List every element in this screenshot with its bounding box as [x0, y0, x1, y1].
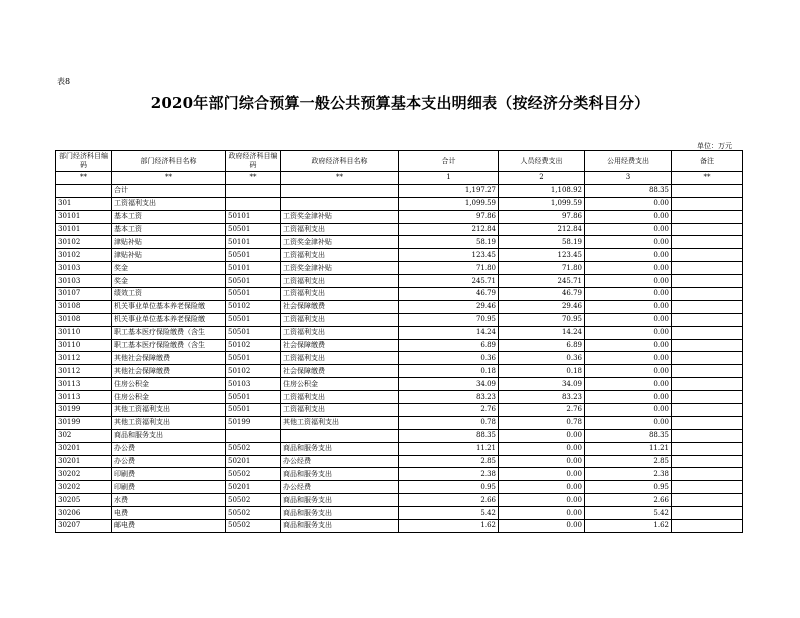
public-cell: 0.00: [585, 391, 672, 404]
dept-code-cell: 30107: [56, 288, 112, 301]
column-header: 备注: [672, 151, 743, 172]
gov-code-cell: [226, 197, 281, 210]
index-cell: 1: [399, 172, 499, 185]
gov-code-cell: 50199: [226, 416, 281, 429]
public-cell: 2.85: [585, 455, 672, 468]
personnel-cell: 0.18: [499, 365, 585, 378]
header-row: [56, 151, 743, 172]
index-cell: 3: [585, 172, 672, 185]
total-cell: 11.21: [399, 442, 499, 455]
dept-code-cell: [56, 184, 112, 197]
remark-cell: [672, 520, 743, 533]
dept-name-cell: 其他社会保障缴费: [112, 352, 226, 365]
gov-code-cell: 50101: [226, 236, 281, 249]
gov-name-cell: 工资福利支出: [281, 391, 399, 404]
gov-name-cell: [281, 184, 399, 197]
dept-name-cell: 其他工资福利支出: [112, 404, 226, 417]
total-cell: 0.78: [399, 416, 499, 429]
dept-name-cell: 奖金: [112, 275, 226, 288]
remark-cell: [672, 249, 743, 262]
total-cell: 2.76: [399, 404, 499, 417]
dept-name-cell: 机关事业单位基本养老保险缴: [112, 300, 226, 313]
gov-name-cell: 工资奖金津补贴: [281, 210, 399, 223]
gov-name-cell: 工资奖金津补贴: [281, 262, 399, 275]
total-cell: 29.46: [399, 300, 499, 313]
remark-cell: [672, 365, 743, 378]
gov-code-cell: 50101: [226, 210, 281, 223]
public-cell: 0.00: [585, 197, 672, 210]
gov-code-cell: 50502: [226, 520, 281, 533]
column-header: 政府经济科目名称: [281, 151, 399, 172]
personnel-cell: 0.00: [499, 494, 585, 507]
public-cell: 88.35: [585, 184, 672, 197]
dept-name-cell: 奖金: [112, 262, 226, 275]
remark-cell: [672, 507, 743, 520]
dept-code-cell: 30206: [56, 507, 112, 520]
total-cell: 58.19: [399, 236, 499, 249]
index-row: [56, 172, 743, 185]
personnel-cell: 14.24: [499, 326, 585, 339]
index-cell: **: [112, 172, 226, 185]
dept-name-cell: 职工基本医疗保险缴费（含生: [112, 326, 226, 339]
table-number-label: 表8: [57, 77, 71, 86]
total-cell: 0.18: [399, 365, 499, 378]
dept-code-cell: 30201: [56, 455, 112, 468]
gov-name-cell: [281, 429, 399, 442]
dept-code-cell: 30108: [56, 300, 112, 313]
dept-code-cell: 30201: [56, 442, 112, 455]
table-row: [56, 184, 743, 197]
dept-code-cell: 30101: [56, 210, 112, 223]
gov-code-cell: 50501: [226, 223, 281, 236]
gov-name-cell: 工资福利支出: [281, 404, 399, 417]
personnel-cell: 0.00: [499, 468, 585, 481]
gov-name-cell: 工资福利支出: [281, 223, 399, 236]
total-cell: 83.23: [399, 391, 499, 404]
table-body: [56, 151, 743, 533]
remark-cell: [672, 455, 743, 468]
dept-code-cell: 30112: [56, 352, 112, 365]
personnel-cell: 0.00: [499, 481, 585, 494]
gov-name-cell: 办公经费: [281, 481, 399, 494]
remark-cell: [672, 275, 743, 288]
dept-name-cell: 商品和服务支出: [112, 429, 226, 442]
dept-code-cell: 302: [56, 429, 112, 442]
table-row: [56, 352, 743, 365]
total-cell: 88.35: [399, 429, 499, 442]
dept-code-cell: 30202: [56, 481, 112, 494]
gov-name-cell: 工资福利支出: [281, 326, 399, 339]
dept-code-cell: 30207: [56, 520, 112, 533]
personnel-cell: 34.09: [499, 378, 585, 391]
table-row: [56, 429, 743, 442]
dept-name-cell: 基本工资: [112, 223, 226, 236]
table-row: [56, 223, 743, 236]
gov-code-cell: 50502: [226, 494, 281, 507]
column-header: 政府经济科目编码: [226, 151, 281, 172]
personnel-cell: 0.00: [499, 429, 585, 442]
remark-cell: [672, 416, 743, 429]
dept-name-cell: 邮电费: [112, 520, 226, 533]
dept-name-cell: 印刷费: [112, 481, 226, 494]
table-row: [56, 468, 743, 481]
total-cell: 2.38: [399, 468, 499, 481]
gov-name-cell: 工资福利支出: [281, 288, 399, 301]
report-title: 2020年部门综合预算一般公共预算基本支出明细表（按经济分类科目分）: [150, 94, 650, 112]
remark-cell: [672, 300, 743, 313]
gov-code-cell: 50501: [226, 249, 281, 262]
public-cell: 0.00: [585, 313, 672, 326]
public-cell: 88.35: [585, 429, 672, 442]
total-cell: 71.80: [399, 262, 499, 275]
public-cell: 2.38: [585, 468, 672, 481]
index-cell: **: [672, 172, 743, 185]
personnel-cell: 245.71: [499, 275, 585, 288]
personnel-cell: 212.84: [499, 223, 585, 236]
gov-name-cell: 工资福利支出: [281, 275, 399, 288]
public-cell: 0.00: [585, 404, 672, 417]
personnel-cell: 0.00: [499, 520, 585, 533]
public-cell: 0.00: [585, 378, 672, 391]
total-cell: 6.89: [399, 339, 499, 352]
public-cell: 0.00: [585, 223, 672, 236]
personnel-cell: 58.19: [499, 236, 585, 249]
public-cell: 0.00: [585, 210, 672, 223]
personnel-cell: 0.00: [499, 507, 585, 520]
public-cell: 2.66: [585, 494, 672, 507]
table-row: [56, 416, 743, 429]
dept-code-cell: 30199: [56, 404, 112, 417]
column-header: 公用经费支出: [585, 151, 672, 172]
gov-name-cell: 工资福利支出: [281, 313, 399, 326]
table-row: [56, 442, 743, 455]
personnel-cell: 0.00: [499, 442, 585, 455]
remark-cell: [672, 236, 743, 249]
table-row: [56, 210, 743, 223]
dept-code-cell: 30110: [56, 339, 112, 352]
dept-code-cell: 30108: [56, 313, 112, 326]
table-row: [56, 481, 743, 494]
public-cell: 0.00: [585, 236, 672, 249]
remark-cell: [672, 184, 743, 197]
remark-cell: [672, 429, 743, 442]
gov-code-cell: 50501: [226, 352, 281, 365]
total-cell: 2.85: [399, 455, 499, 468]
total-cell: 1.62: [399, 520, 499, 533]
total-cell: 0.95: [399, 481, 499, 494]
gov-code-cell: 50101: [226, 262, 281, 275]
public-cell: 0.00: [585, 262, 672, 275]
personnel-cell: 70.95: [499, 313, 585, 326]
gov-code-cell: 50502: [226, 442, 281, 455]
remark-cell: [672, 223, 743, 236]
total-cell: 245.71: [399, 275, 499, 288]
public-cell: 0.00: [585, 416, 672, 429]
dept-name-cell: 办公费: [112, 442, 226, 455]
budget-detail-table: [55, 150, 743, 533]
gov-code-cell: 50102: [226, 365, 281, 378]
gov-code-cell: 50501: [226, 326, 281, 339]
gov-code-cell: 50501: [226, 313, 281, 326]
table-row: [56, 275, 743, 288]
dept-name-cell: 水费: [112, 494, 226, 507]
index-cell: 2: [499, 172, 585, 185]
dept-code-cell: 30199: [56, 416, 112, 429]
personnel-cell: 83.23: [499, 391, 585, 404]
personnel-cell: 97.86: [499, 210, 585, 223]
remark-cell: [672, 288, 743, 301]
personnel-cell: 0.78: [499, 416, 585, 429]
personnel-cell: 71.80: [499, 262, 585, 275]
total-cell: 70.95: [399, 313, 499, 326]
table-row: [56, 365, 743, 378]
remark-cell: [672, 442, 743, 455]
gov-name-cell: 商品和服务支出: [281, 468, 399, 481]
gov-name-cell: 工资福利支出: [281, 249, 399, 262]
personnel-cell: 46.79: [499, 288, 585, 301]
remark-cell: [672, 391, 743, 404]
gov-name-cell: 商品和服务支出: [281, 520, 399, 533]
dept-name-cell: 绩效工资: [112, 288, 226, 301]
total-cell: 34.09: [399, 378, 499, 391]
gov-name-cell: 社会保障缴费: [281, 365, 399, 378]
total-cell: 46.79: [399, 288, 499, 301]
dept-name-cell: 电费: [112, 507, 226, 520]
table-row: [56, 339, 743, 352]
public-cell: 0.00: [585, 352, 672, 365]
table-row: [56, 197, 743, 210]
public-cell: 11.21: [585, 442, 672, 455]
personnel-cell: 123.45: [499, 249, 585, 262]
table-row: [56, 262, 743, 275]
table-row: [56, 455, 743, 468]
personnel-cell: 29.46: [499, 300, 585, 313]
gov-code-cell: [226, 184, 281, 197]
gov-code-cell: 50102: [226, 300, 281, 313]
total-cell: 1,197.27: [399, 184, 499, 197]
column-header: 部门经济科目名称: [112, 151, 226, 172]
public-cell: 0.00: [585, 365, 672, 378]
dept-name-cell: 工资福利支出: [112, 197, 226, 210]
gov-name-cell: 商品和服务支出: [281, 507, 399, 520]
gov-code-cell: 50201: [226, 481, 281, 494]
gov-code-cell: 50502: [226, 468, 281, 481]
remark-cell: [672, 262, 743, 275]
public-cell: 0.00: [585, 300, 672, 313]
remark-cell: [672, 378, 743, 391]
dept-code-cell: 30202: [56, 468, 112, 481]
public-cell: 0.00: [585, 249, 672, 262]
table-row: [56, 249, 743, 262]
gov-name-cell: 工资奖金津补贴: [281, 236, 399, 249]
personnel-cell: 6.89: [499, 339, 585, 352]
table-row: [56, 391, 743, 404]
dept-code-cell: 30101: [56, 223, 112, 236]
gov-code-cell: 50501: [226, 275, 281, 288]
personnel-cell: 1,108.92: [499, 184, 585, 197]
gov-name-cell: 商品和服务支出: [281, 442, 399, 455]
dept-name-cell: 合计: [112, 184, 226, 197]
dept-code-cell: 30102: [56, 236, 112, 249]
gov-name-cell: 社会保障缴费: [281, 300, 399, 313]
gov-name-cell: [281, 197, 399, 210]
dept-name-cell: 职工基本医疗保险缴费（含生: [112, 339, 226, 352]
gov-name-cell: 工资福利支出: [281, 352, 399, 365]
gov-code-cell: 50501: [226, 288, 281, 301]
gov-code-cell: 50103: [226, 378, 281, 391]
dept-name-cell: 津贴补贴: [112, 236, 226, 249]
total-cell: 1,099.59: [399, 197, 499, 210]
gov-name-cell: 社会保障缴费: [281, 339, 399, 352]
table-row: [56, 326, 743, 339]
total-cell: 123.45: [399, 249, 499, 262]
dept-name-cell: 机关事业单位基本养老保险缴: [112, 313, 226, 326]
gov-name-cell: 办公经费: [281, 455, 399, 468]
dept-name-cell: 其他工资福利支出: [112, 416, 226, 429]
table-row: [56, 378, 743, 391]
column-header: 人员经费支出: [499, 151, 585, 172]
gov-code-cell: 50502: [226, 507, 281, 520]
total-cell: 2.66: [399, 494, 499, 507]
column-header: 部门经济科目编码: [56, 151, 112, 172]
public-cell: 5.42: [585, 507, 672, 520]
remark-cell: [672, 210, 743, 223]
public-cell: 1.62: [585, 520, 672, 533]
remark-cell: [672, 313, 743, 326]
index-cell: **: [56, 172, 112, 185]
remark-cell: [672, 481, 743, 494]
index-cell: **: [226, 172, 281, 185]
total-cell: 5.42: [399, 507, 499, 520]
personnel-cell: 0.36: [499, 352, 585, 365]
dept-code-cell: 30113: [56, 391, 112, 404]
remark-cell: [672, 494, 743, 507]
unit-label: 单位：万元: [697, 142, 732, 150]
gov-code-cell: 50102: [226, 339, 281, 352]
remark-cell: [672, 352, 743, 365]
dept-name-cell: 印刷费: [112, 468, 226, 481]
table-row: [56, 494, 743, 507]
dept-name-cell: 基本工资: [112, 210, 226, 223]
dept-name-cell: 津贴补贴: [112, 249, 226, 262]
dept-name-cell: 住房公积金: [112, 378, 226, 391]
remark-cell: [672, 468, 743, 481]
public-cell: 0.00: [585, 339, 672, 352]
dept-code-cell: 30110: [56, 326, 112, 339]
public-cell: 0.00: [585, 288, 672, 301]
public-cell: 0.00: [585, 275, 672, 288]
remark-cell: [672, 404, 743, 417]
total-cell: 97.86: [399, 210, 499, 223]
table-row: [56, 236, 743, 249]
gov-code-cell: 50201: [226, 455, 281, 468]
dept-name-cell: 其他社会保障缴费: [112, 365, 226, 378]
gov-name-cell: 住房公积金: [281, 378, 399, 391]
dept-code-cell: 301: [56, 197, 112, 210]
gov-code-cell: 50501: [226, 404, 281, 417]
remark-cell: [672, 339, 743, 352]
remark-cell: [672, 197, 743, 210]
total-cell: 212.84: [399, 223, 499, 236]
table-row: [56, 520, 743, 533]
public-cell: 0.95: [585, 481, 672, 494]
table-row: [56, 288, 743, 301]
index-cell: **: [281, 172, 399, 185]
gov-code-cell: 50501: [226, 391, 281, 404]
dept-code-cell: 30103: [56, 262, 112, 275]
table-row: [56, 507, 743, 520]
table-row: [56, 404, 743, 417]
dept-name-cell: 办公费: [112, 455, 226, 468]
personnel-cell: 2.76: [499, 404, 585, 417]
remark-cell: [672, 326, 743, 339]
dept-code-cell: 30102: [56, 249, 112, 262]
dept-name-cell: 住房公积金: [112, 391, 226, 404]
table-row: [56, 313, 743, 326]
personnel-cell: 1,099.59: [499, 197, 585, 210]
dept-code-cell: 30205: [56, 494, 112, 507]
personnel-cell: 0.00: [499, 455, 585, 468]
gov-name-cell: 商品和服务支出: [281, 494, 399, 507]
total-cell: 0.36: [399, 352, 499, 365]
table-row: [56, 300, 743, 313]
column-header: 合计: [399, 151, 499, 172]
total-cell: 14.24: [399, 326, 499, 339]
gov-code-cell: [226, 429, 281, 442]
dept-code-cell: 30103: [56, 275, 112, 288]
gov-name-cell: 其他工资福利支出: [281, 416, 399, 429]
public-cell: 0.00: [585, 326, 672, 339]
dept-code-cell: 30113: [56, 378, 112, 391]
dept-code-cell: 30112: [56, 365, 112, 378]
